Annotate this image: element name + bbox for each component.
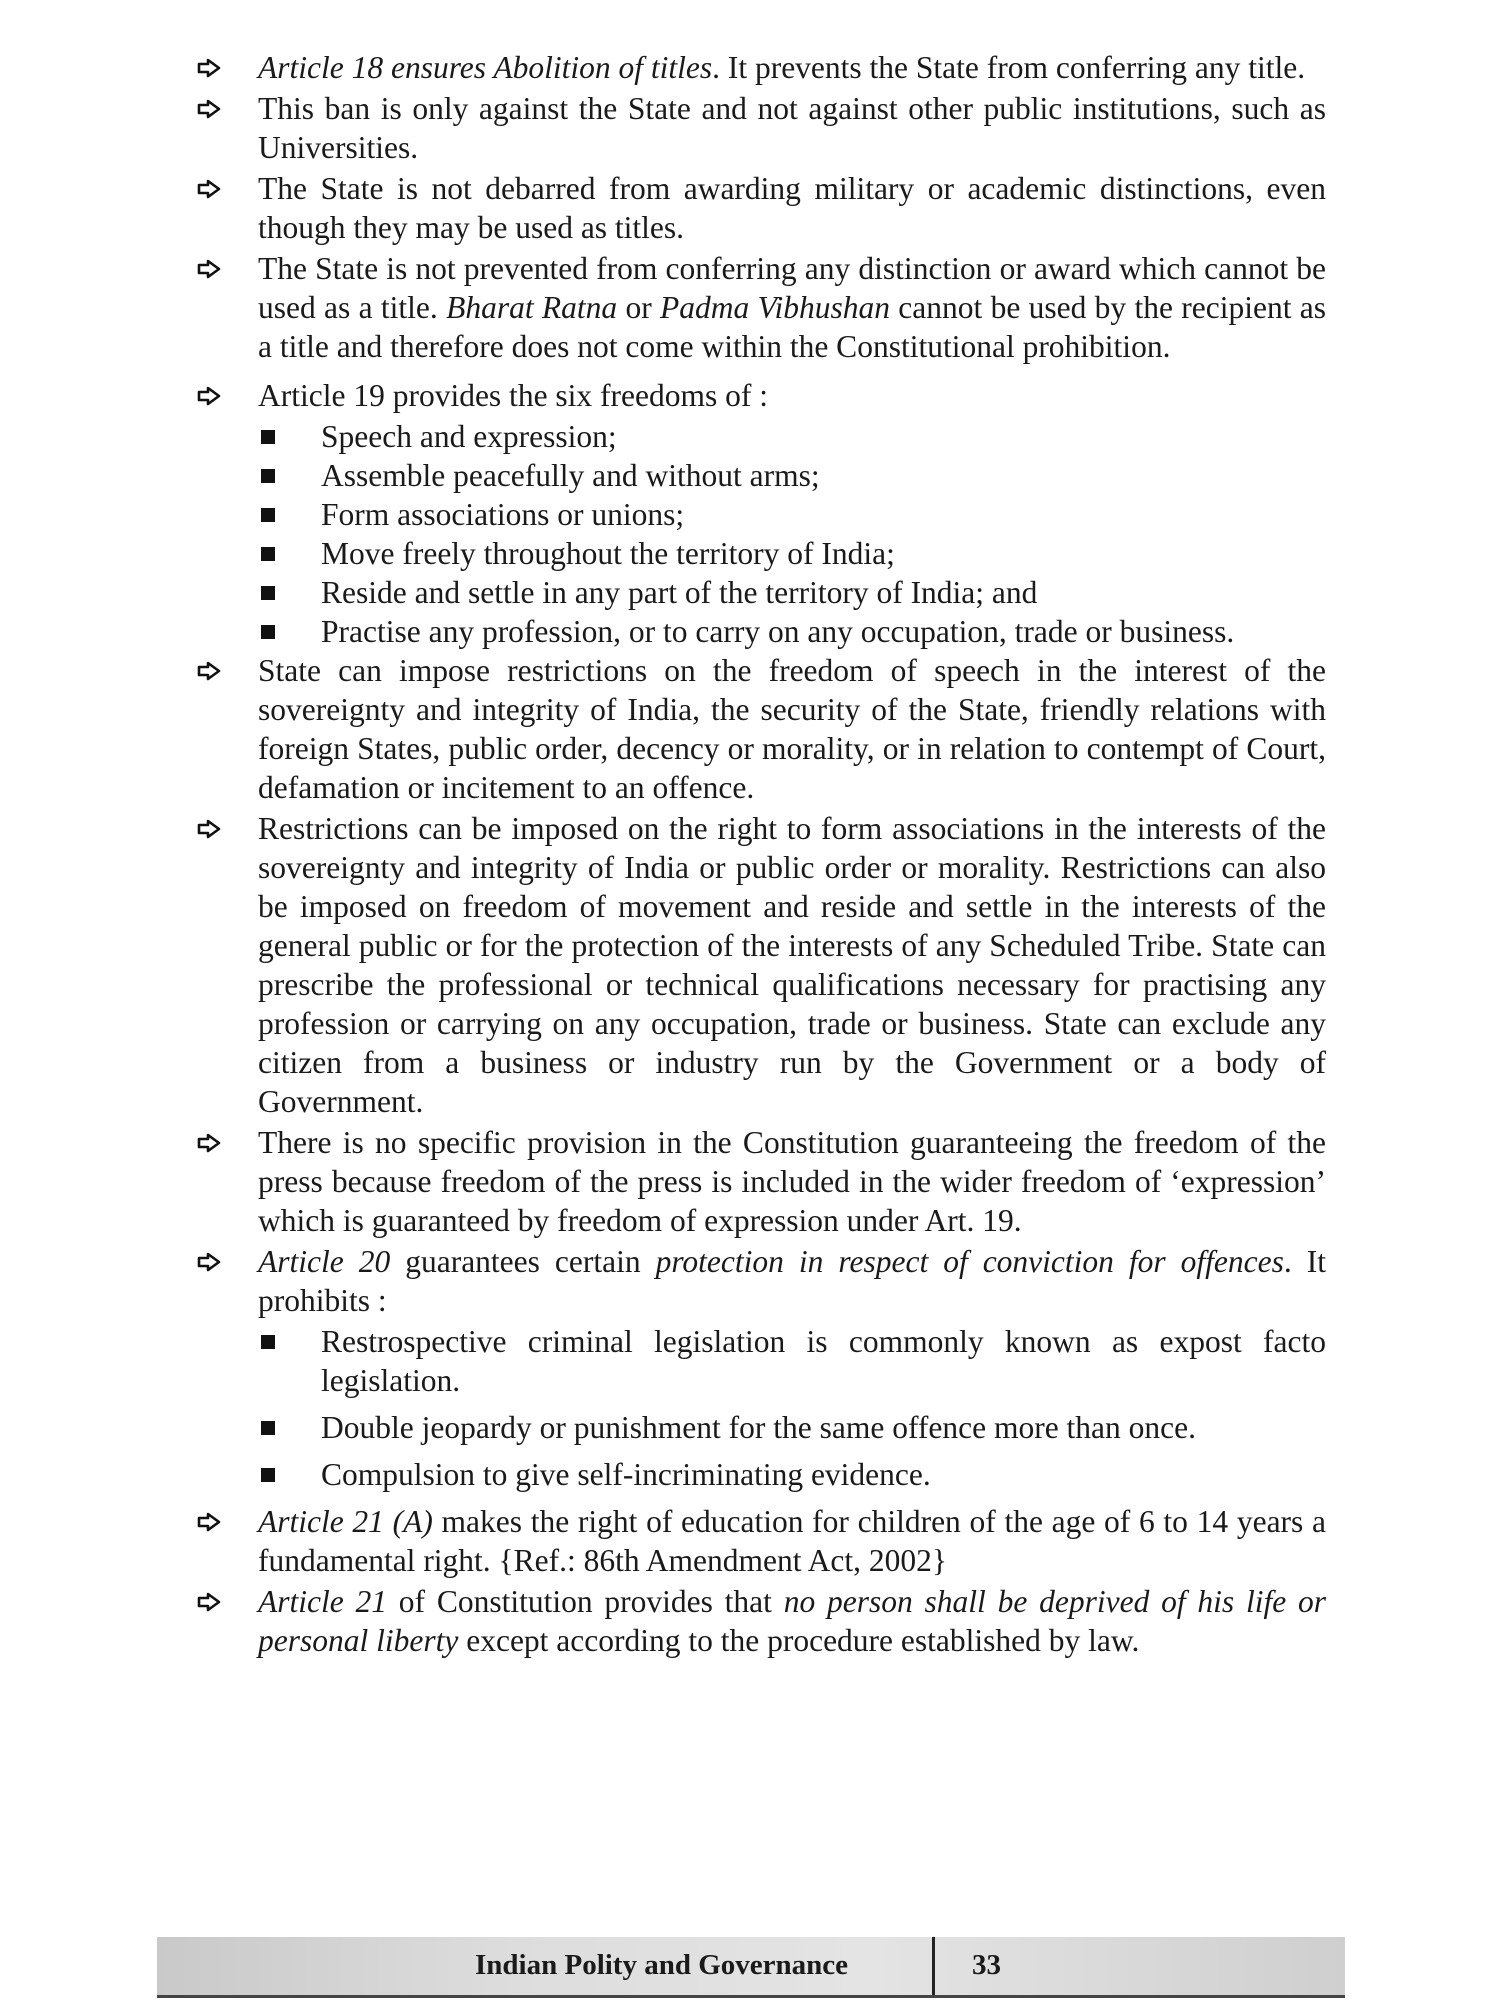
bullet-text [258, 89, 1326, 167]
sub-list-item [258, 612, 1326, 651]
arrow-bullet-icon [194, 169, 224, 208]
arrow-bullet-icon [194, 89, 224, 128]
arrow-bullet-icon [194, 249, 224, 288]
emphasis-text: Article 20 [258, 1244, 391, 1279]
list-item [258, 376, 1326, 651]
bullet-row [258, 1582, 1326, 1660]
sub-item-text: Move freely throughout the territory of India; [321, 536, 895, 571]
body-text: of Constitution provides that [387, 1584, 784, 1619]
sub-item-text: Speech and expression; [321, 419, 617, 454]
square-bullet-icon [261, 508, 275, 522]
bullet-row [258, 48, 1326, 87]
body-text: The State is not prevented from conferring any distinction or award which cannot be used as a title. [258, 251, 1326, 325]
bullet-text [258, 376, 768, 415]
sub-list-item [258, 456, 1326, 495]
arrow-bullet-icon [194, 1123, 224, 1162]
sub-item-text: Practise any profession, or to carry on any occupation, trade or business. [321, 614, 1235, 649]
bullet-text [258, 651, 1326, 807]
bullet-row [258, 1123, 1326, 1240]
list-item [258, 48, 1326, 87]
sub-list-item [258, 1322, 1326, 1400]
bullet-text [258, 1582, 1326, 1660]
body-text: guarantees certain [390, 1244, 656, 1279]
arrow-bullet-icon [194, 1582, 224, 1621]
sub-item-text: Reside and settle in any part of the territory of India; and [321, 575, 1038, 610]
body-text: . It prohibits : [258, 1244, 1326, 1318]
emphasis-text: Article 21 (A) [258, 1504, 433, 1539]
body-text: Article 19 provides the six freedoms of : [258, 378, 768, 413]
bullet-row [258, 89, 1326, 167]
sub-list-item [258, 1455, 1326, 1494]
sub-list-item [258, 534, 1326, 573]
sub-list-item [258, 417, 1326, 456]
body-text: There is no specific provision in the Constitution guaranteeing the freedom of the press because freedom of the press is included in the wider freedom of ‘expression’ which is guaranteed by freedom of expression under Art. 19. [258, 1125, 1326, 1238]
page-footer [157, 1937, 1345, 1998]
list-item [258, 809, 1326, 1121]
bullet-row [258, 1502, 1326, 1580]
sub-item-text: Restrospective criminal legislation is commonly known as expost facto legislation. [321, 1324, 1326, 1398]
bullet-text [258, 48, 1305, 87]
body-text: Restrictions can be imposed on the right to form associations in the interests of the sovereignty and integrity of India or public order or morality. Restrictions can also be imposed on freedom of movement and reside and settle in the interests of the general public or for the protection of the interests of any Scheduled Tribe. State can prescribe the professional or technical qualifications necessary for practising any profession or carrying on any occupation, trade or business. State can exclude any citizen from a business or industry run by the Government or a body of Government. [258, 811, 1326, 1119]
footer-title: Indian Polity and Governance [475, 1949, 849, 1981]
sub-item-text: Double jeopardy or punishment for the same offence more than once. [321, 1410, 1197, 1445]
bullet-row [258, 249, 1326, 366]
sub-item-text: Form associations or unions; [321, 497, 685, 532]
square-bullet-icon [261, 1421, 275, 1435]
arrow-bullet-icon [194, 1502, 224, 1541]
bullet-row [258, 651, 1326, 807]
bullet-text [258, 169, 1326, 247]
body-text: except according to the procedure established by law. [458, 1623, 1140, 1658]
body-text: The State is not debarred from awarding military or academic distinctions, even though they may be used as titles. [258, 171, 1326, 245]
bullet-list [258, 48, 1326, 1662]
emphasis-text: protection in respect of conviction for offences [655, 1244, 1284, 1279]
emphasis-text: no person shall be deprived of his life or personal liberty [258, 1584, 1327, 1658]
square-bullet-icon [261, 1468, 275, 1482]
sub-list [258, 417, 1326, 651]
square-bullet-icon [261, 547, 275, 561]
square-bullet-icon [261, 430, 275, 444]
bullet-row [258, 1242, 1326, 1320]
list-item [258, 1502, 1326, 1580]
body-text: cannot be used by the recipient as a title and therefore does not come within the Constitutional prohibition. [258, 290, 1327, 364]
emphasis-text: Article 21 [258, 1584, 388, 1619]
list-item [258, 1582, 1326, 1660]
body-text: . It prevents the State from conferring any title. [712, 50, 1306, 85]
page-number: 33 [972, 1949, 1001, 1981]
emphasis-text: Padma Vibhushan [660, 290, 890, 325]
list-item [258, 1242, 1326, 1494]
sub-item-text: Assemble peacefully and without arms; [321, 458, 820, 493]
bullet-text [258, 1123, 1326, 1240]
sub-list-item [258, 1408, 1326, 1447]
square-bullet-icon [261, 625, 275, 639]
body-text: makes the right of education for children of the age of 6 to 14 years a fundamental right. {Ref.: 86th Amendment Act, 2002} [258, 1504, 1326, 1578]
sub-list-item [258, 573, 1326, 612]
emphasis-text: Bharat Ratna [446, 290, 618, 325]
square-bullet-icon [261, 586, 275, 600]
bullet-text [258, 1502, 1326, 1580]
square-bullet-icon [261, 469, 275, 483]
bullet-text [258, 1242, 1326, 1320]
bullet-text [258, 249, 1326, 366]
footer-divider [932, 1937, 935, 1995]
body-text: State can impose restrictions on the freedom of speech in the interest of the sovereignty and integrity of India, the security of the State, friendly relations with foreign States, public order, decency or morality, or in relation to contempt of Court, defamation or incitement to an offence. [258, 653, 1326, 805]
arrow-bullet-icon [194, 376, 224, 415]
arrow-bullet-icon [194, 1242, 224, 1281]
arrow-bullet-icon [194, 809, 224, 848]
list-item [258, 169, 1326, 247]
body-text: or [617, 290, 661, 325]
square-bullet-icon [261, 1335, 275, 1349]
arrow-bullet-icon [194, 651, 224, 690]
list-item [258, 249, 1326, 366]
sub-list-item [258, 495, 1326, 534]
bullet-row [258, 169, 1326, 247]
bullet-text [258, 809, 1326, 1121]
list-item [258, 1123, 1326, 1240]
sub-item-text: Compulsion to give self-incriminating evidence. [321, 1457, 931, 1492]
arrow-bullet-icon [194, 48, 224, 87]
sub-list [258, 1322, 1326, 1494]
list-item [258, 651, 1326, 807]
emphasis-text: Article 18 ensures Abolition of titles [258, 50, 713, 85]
body-text: This ban is only against the State and not against other public institutions, such as Universities. [258, 91, 1326, 165]
bullet-row [258, 809, 1326, 1121]
list-item [258, 89, 1326, 167]
bullet-row [258, 376, 1326, 415]
